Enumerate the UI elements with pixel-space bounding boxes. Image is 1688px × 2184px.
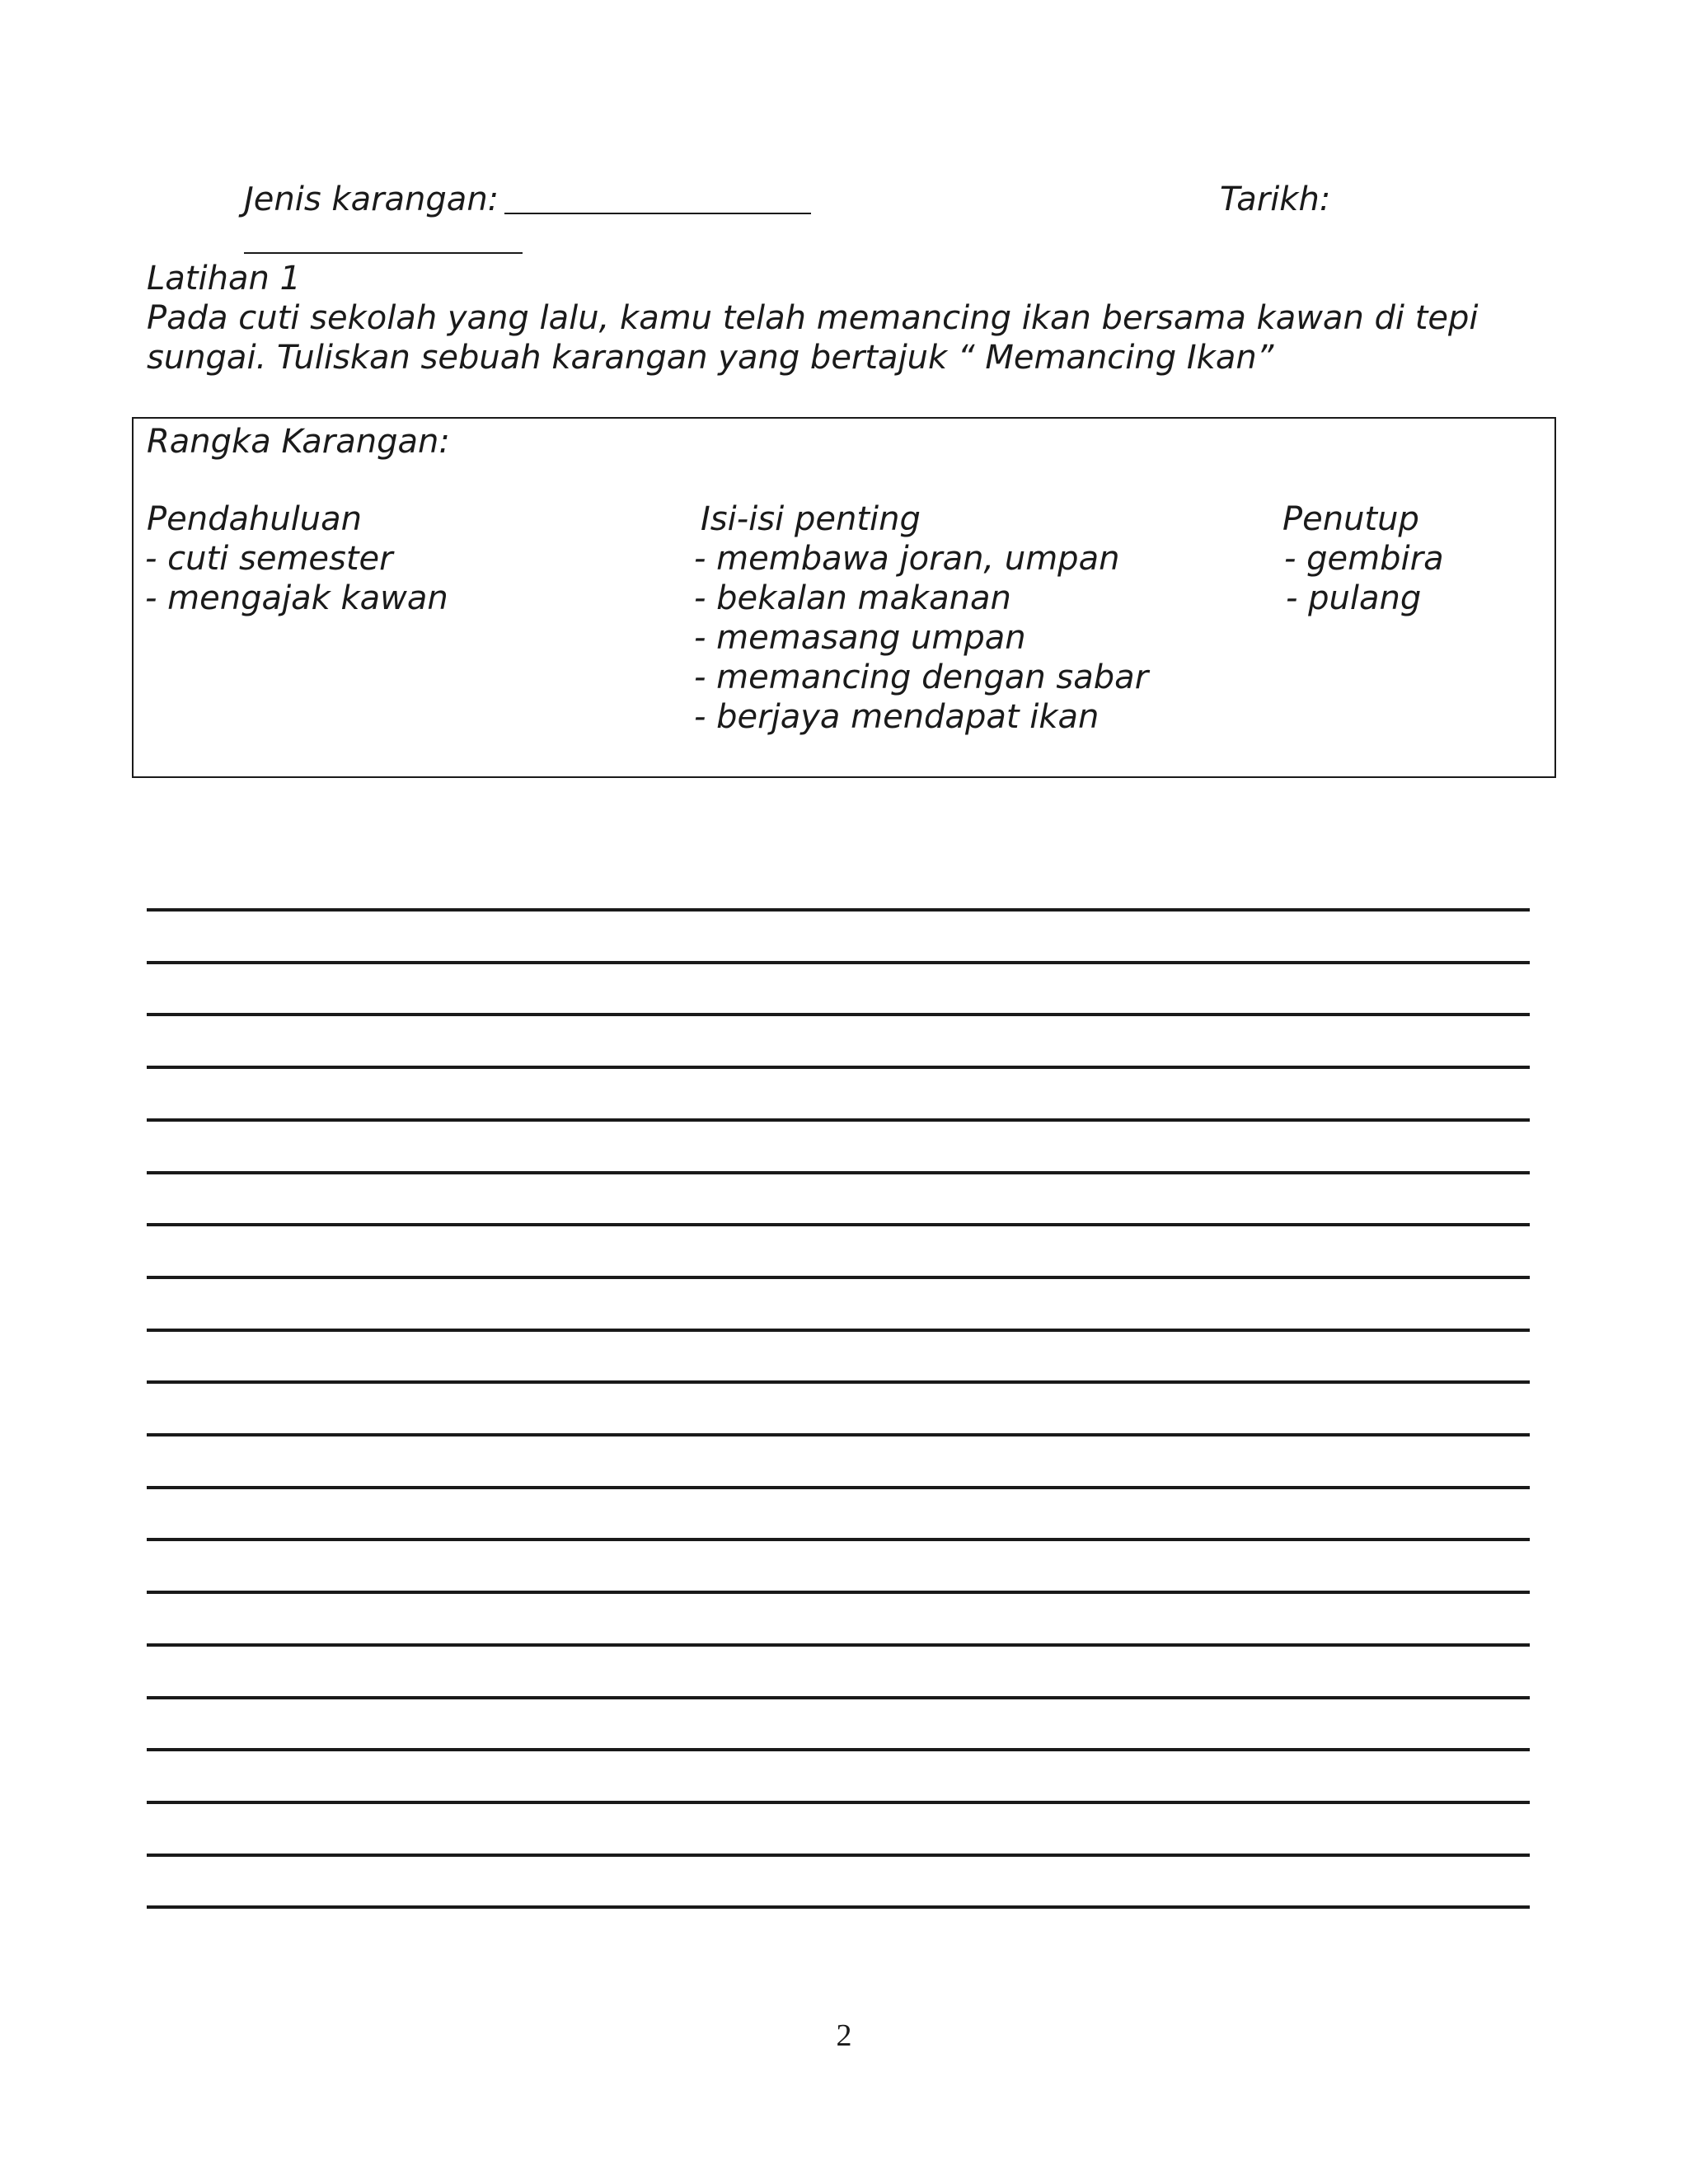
writing-line[interactable]: [147, 1223, 1530, 1226]
writing-line[interactable]: [147, 1591, 1530, 1594]
outline-item: - berjaya mendapat ikan: [694, 698, 1100, 736]
exercise-prompt-line-2: sungai. Tuliskan sebuah karangan yang bertajuk “ Memancing Ikan”: [147, 339, 1274, 377]
writing-line[interactable]: [147, 961, 1530, 964]
outline-item: - gembira: [1284, 540, 1444, 578]
writing-line[interactable]: [147, 1013, 1530, 1016]
outline-item: - pulang: [1286, 579, 1422, 617]
outline-item: - bekalan makanan: [694, 579, 1011, 617]
writing-line[interactable]: [147, 1854, 1530, 1857]
outline-item: - memasang umpan: [694, 619, 1026, 657]
writing-line[interactable]: [147, 1380, 1530, 1384]
tarikh-blank[interactable]: [244, 252, 523, 254]
jenis-karangan-blank[interactable]: [504, 213, 811, 214]
outline-item: - cuti semester: [145, 540, 393, 578]
jenis-karangan-label: Jenis karangan:: [244, 180, 499, 218]
writing-line[interactable]: [147, 1329, 1530, 1332]
outline-column-title: Penutup: [1282, 500, 1419, 538]
writing-line[interactable]: [147, 908, 1530, 912]
writing-line[interactable]: [147, 1276, 1530, 1279]
writing-line[interactable]: [147, 1538, 1530, 1541]
outline-heading: Rangka Karangan:: [147, 423, 450, 461]
writing-line[interactable]: [147, 1118, 1530, 1122]
writing-line[interactable]: [147, 1643, 1530, 1647]
outline-item: - memancing dengan sabar: [694, 658, 1149, 696]
writing-line[interactable]: [147, 1748, 1530, 1751]
outline-item: - membawa joran, umpan: [694, 540, 1120, 578]
writing-line[interactable]: [147, 1801, 1530, 1804]
writing-line[interactable]: [147, 1433, 1530, 1436]
outline-column-title: Isi-isi penting: [701, 500, 921, 538]
writing-line[interactable]: [147, 1905, 1530, 1909]
exercise-title: Latihan 1: [147, 260, 301, 298]
writing-line[interactable]: [147, 1066, 1530, 1069]
tarikh-label: Tarikh:: [1220, 180, 1331, 218]
writing-line[interactable]: [147, 1171, 1530, 1174]
writing-line[interactable]: [147, 1486, 1530, 1489]
outline-column-title: Pendahuluan: [147, 500, 363, 538]
writing-line[interactable]: [147, 1696, 1530, 1699]
exercise-prompt-line-1: Pada cuti sekolah yang lalu, kamu telah memancing ikan bersama kawan di tepi: [147, 299, 1479, 337]
page-number: 2: [836, 2018, 852, 2053]
outline-item: - mengajak kawan: [145, 579, 448, 617]
